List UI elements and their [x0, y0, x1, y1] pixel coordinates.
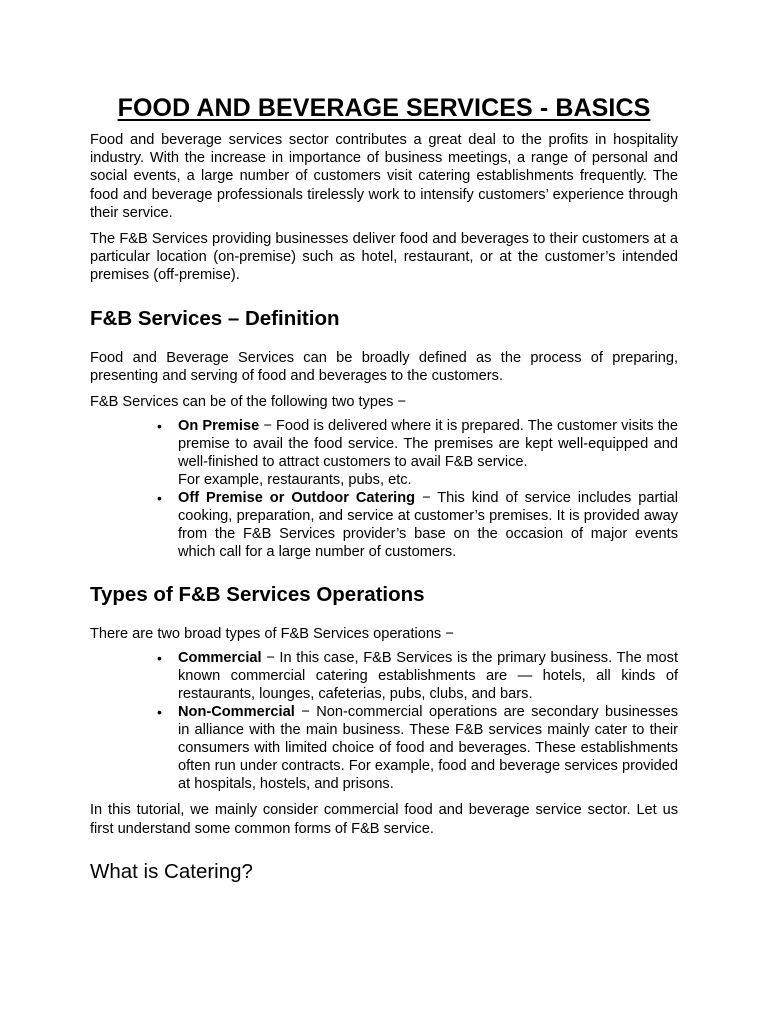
- list-item-text: − Food is delivered where it is prepared. The customer visits the premise to avail the food service. The premises are kept well-equipped and well-finished to attract customers to avail F&B service.: [178, 418, 679, 471]
- definition-paragraph-2: F&B Services can be of the following two types −: [90, 394, 406, 411]
- operations-heading: Types of F&B Services Operations: [90, 583, 425, 607]
- list-item-text: − Non-commercial operations are secondary businesses in alliance with the main business. These F&B services mainly cater to their consumers with limited choice of food and beverages. These establishments often run under contracts. For example, food and beverage services provided at hospitals, hostels, and prisons.: [178, 704, 678, 793]
- list-item-off-premise: [157, 489, 679, 561]
- bullet-marker: •: [157, 418, 162, 435]
- operations-types-list: [90, 649, 678, 793]
- bullet-marker: •: [157, 490, 162, 507]
- list-item-example: For example, restaurants, pubs, etc.: [178, 472, 412, 489]
- page-title: FOOD AND BEVERAGE SERVICES - BASICS: [117, 94, 651, 122]
- list-item-text: − In this case, F&B Services is the primary business. The most known commercial catering establishments are — hotels, all kinds of restaurants, lounges, cafeterias, pubs, clubs, and bars.: [178, 650, 678, 703]
- intro-paragraph-2: The F&B Services providing businesses deliver food and beverages to their customers at a particular location (on-premise) such as hotel, restaurant, or at the customer’s intended premises (off-premise).: [90, 231, 678, 284]
- list-item-non-commercial: [157, 703, 678, 793]
- list-item-term: Commercial: [178, 650, 262, 667]
- list-item-term: Non-Commercial: [178, 704, 295, 721]
- list-item-on-premise: [157, 417, 679, 489]
- definition-heading: F&B Services – Definition: [90, 306, 340, 330]
- operations-paragraph-2: In this tutorial, we mainly consider commercial food and beverage service sector. Let us first understand some common forms of F&B service.: [90, 802, 678, 837]
- bullet-marker: •: [157, 650, 162, 667]
- operations-paragraph-1: There are two broad types of F&B Services operations −: [90, 626, 454, 643]
- list-item-term: On Premise: [178, 418, 260, 435]
- list-item-commercial: [157, 649, 678, 703]
- list-item-term: Off Premise or Outdoor Catering: [178, 490, 416, 507]
- bullet-marker: •: [157, 704, 162, 721]
- definition-paragraph-1: Food and Beverage Services can be broadly defined as the process of preparing, presenting and serving of food and beverages to the customers.: [90, 349, 678, 384]
- intro-paragraph-1: Food and beverage services sector contributes a great deal to the profits in hospitality industry. With the increase in importance of business meetings, a range of personal and social events, a large number of customers visit catering establishments frequently. The food and beverage professionals tirelessly work to intensify customers’ experience through their service.: [90, 132, 678, 221]
- service-types-list: [90, 417, 678, 561]
- catering-heading: What is Catering?: [90, 859, 253, 883]
- list-item-text: − This kind of service includes partial cooking, preparation, and service at customer’s premises. It is provided away from the F&B Services provider’s base on the occasion of major events which call for a large number of customers.: [178, 490, 679, 561]
